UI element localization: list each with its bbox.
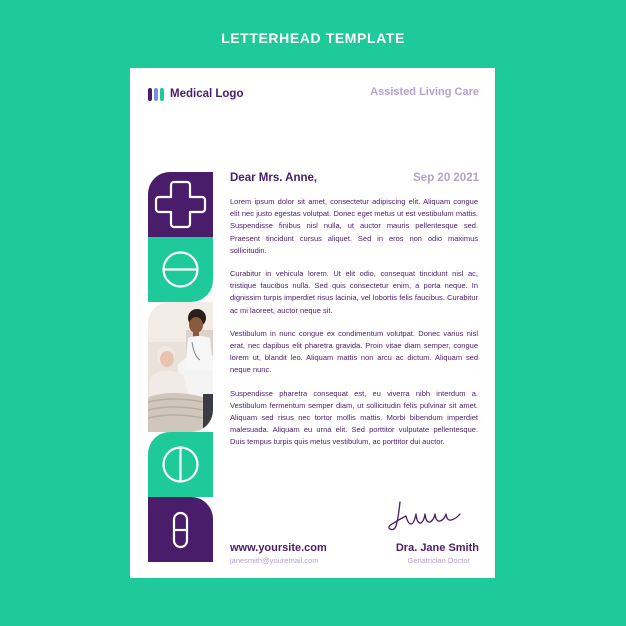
capsule-tile xyxy=(148,432,213,497)
signature-icon xyxy=(388,498,478,539)
pill-icon xyxy=(148,237,213,302)
pill-tile xyxy=(148,237,213,302)
caregiver-photo-image xyxy=(148,302,213,432)
logo-text: Medical Logo xyxy=(170,88,244,100)
caregiver-photo xyxy=(148,302,213,432)
letter-date: Sep 20 2021 xyxy=(413,172,479,184)
letter-body xyxy=(230,196,478,460)
medical-cross-icon xyxy=(148,172,213,237)
logo xyxy=(148,86,243,102)
signer-name: Dra. Jane Smith xyxy=(395,542,479,554)
website-link[interactable]: www.yoursite.com xyxy=(230,542,327,554)
capsule-vertical-icon xyxy=(148,497,213,562)
paragraph: Suspendisse pharetra consequat est, eu viverra nibh interdum a. Vestibulum fermentum semper diam, ut sollicitudin felis pulvinar sit amet. Aliquam sed risus nec tortor mollis mattis. Morbi bibendum imperdiet malesuada. Aliquam eu urna elit. Sed porttitor vulputate pellentesque. Duis tempus turpis quis metus vestibulum, ac porttitor dui auctor. xyxy=(230,388,478,447)
banner-title: LETTERHEAD TEMPLATE xyxy=(221,30,405,46)
cross-tile xyxy=(148,172,213,237)
signer-role: Geriatrician Doctor xyxy=(407,556,470,565)
email-link[interactable]: janesmith@youremail.com xyxy=(230,556,319,565)
logo-mark-icon xyxy=(148,88,164,101)
salutation: Dear Mrs. Anne, xyxy=(230,172,318,184)
capsule-icon xyxy=(148,432,213,497)
paragraph: Curabitur in vehicula lorem. Ut elit odio, consequat tincidunt nisl ac, tristique faucibus nulla. Sed quis consectetur enim, a porta neque. In dignissim turpis imperdiet risus lacinia, vel lobortis felis faucibus. Curabitur ac mi laoreet, auctor neque sit. xyxy=(230,269,478,315)
capsule-vertical-tile xyxy=(148,497,213,562)
tagline: Assisted Living Care xyxy=(370,86,479,98)
paragraph: Vestibulum in nunc congue ex condimentum volutpat. Donec varius nisl erat, nec dapibus elit pharetra gravida. Proin vitae diam semper, congue lorem ut, blandit leo. Aliquam mattis non arcu ac dictum. Aliquam sed neque nunc. xyxy=(230,328,478,375)
letterhead-page xyxy=(130,68,495,578)
paragraph: Lorem ipsum dolor sit amet, consectetur adipiscing elit. Aliquam congue elit nec justo egestas volutpat. Donec eget metus ut est vestibulum mattis. Suspendisse finibus nisl nulla, ut auctor mauris pellentesque sed. Praesent tincidunt cursus aliquet. Sed in eros non odio maximus sollicitudin. xyxy=(230,197,478,255)
